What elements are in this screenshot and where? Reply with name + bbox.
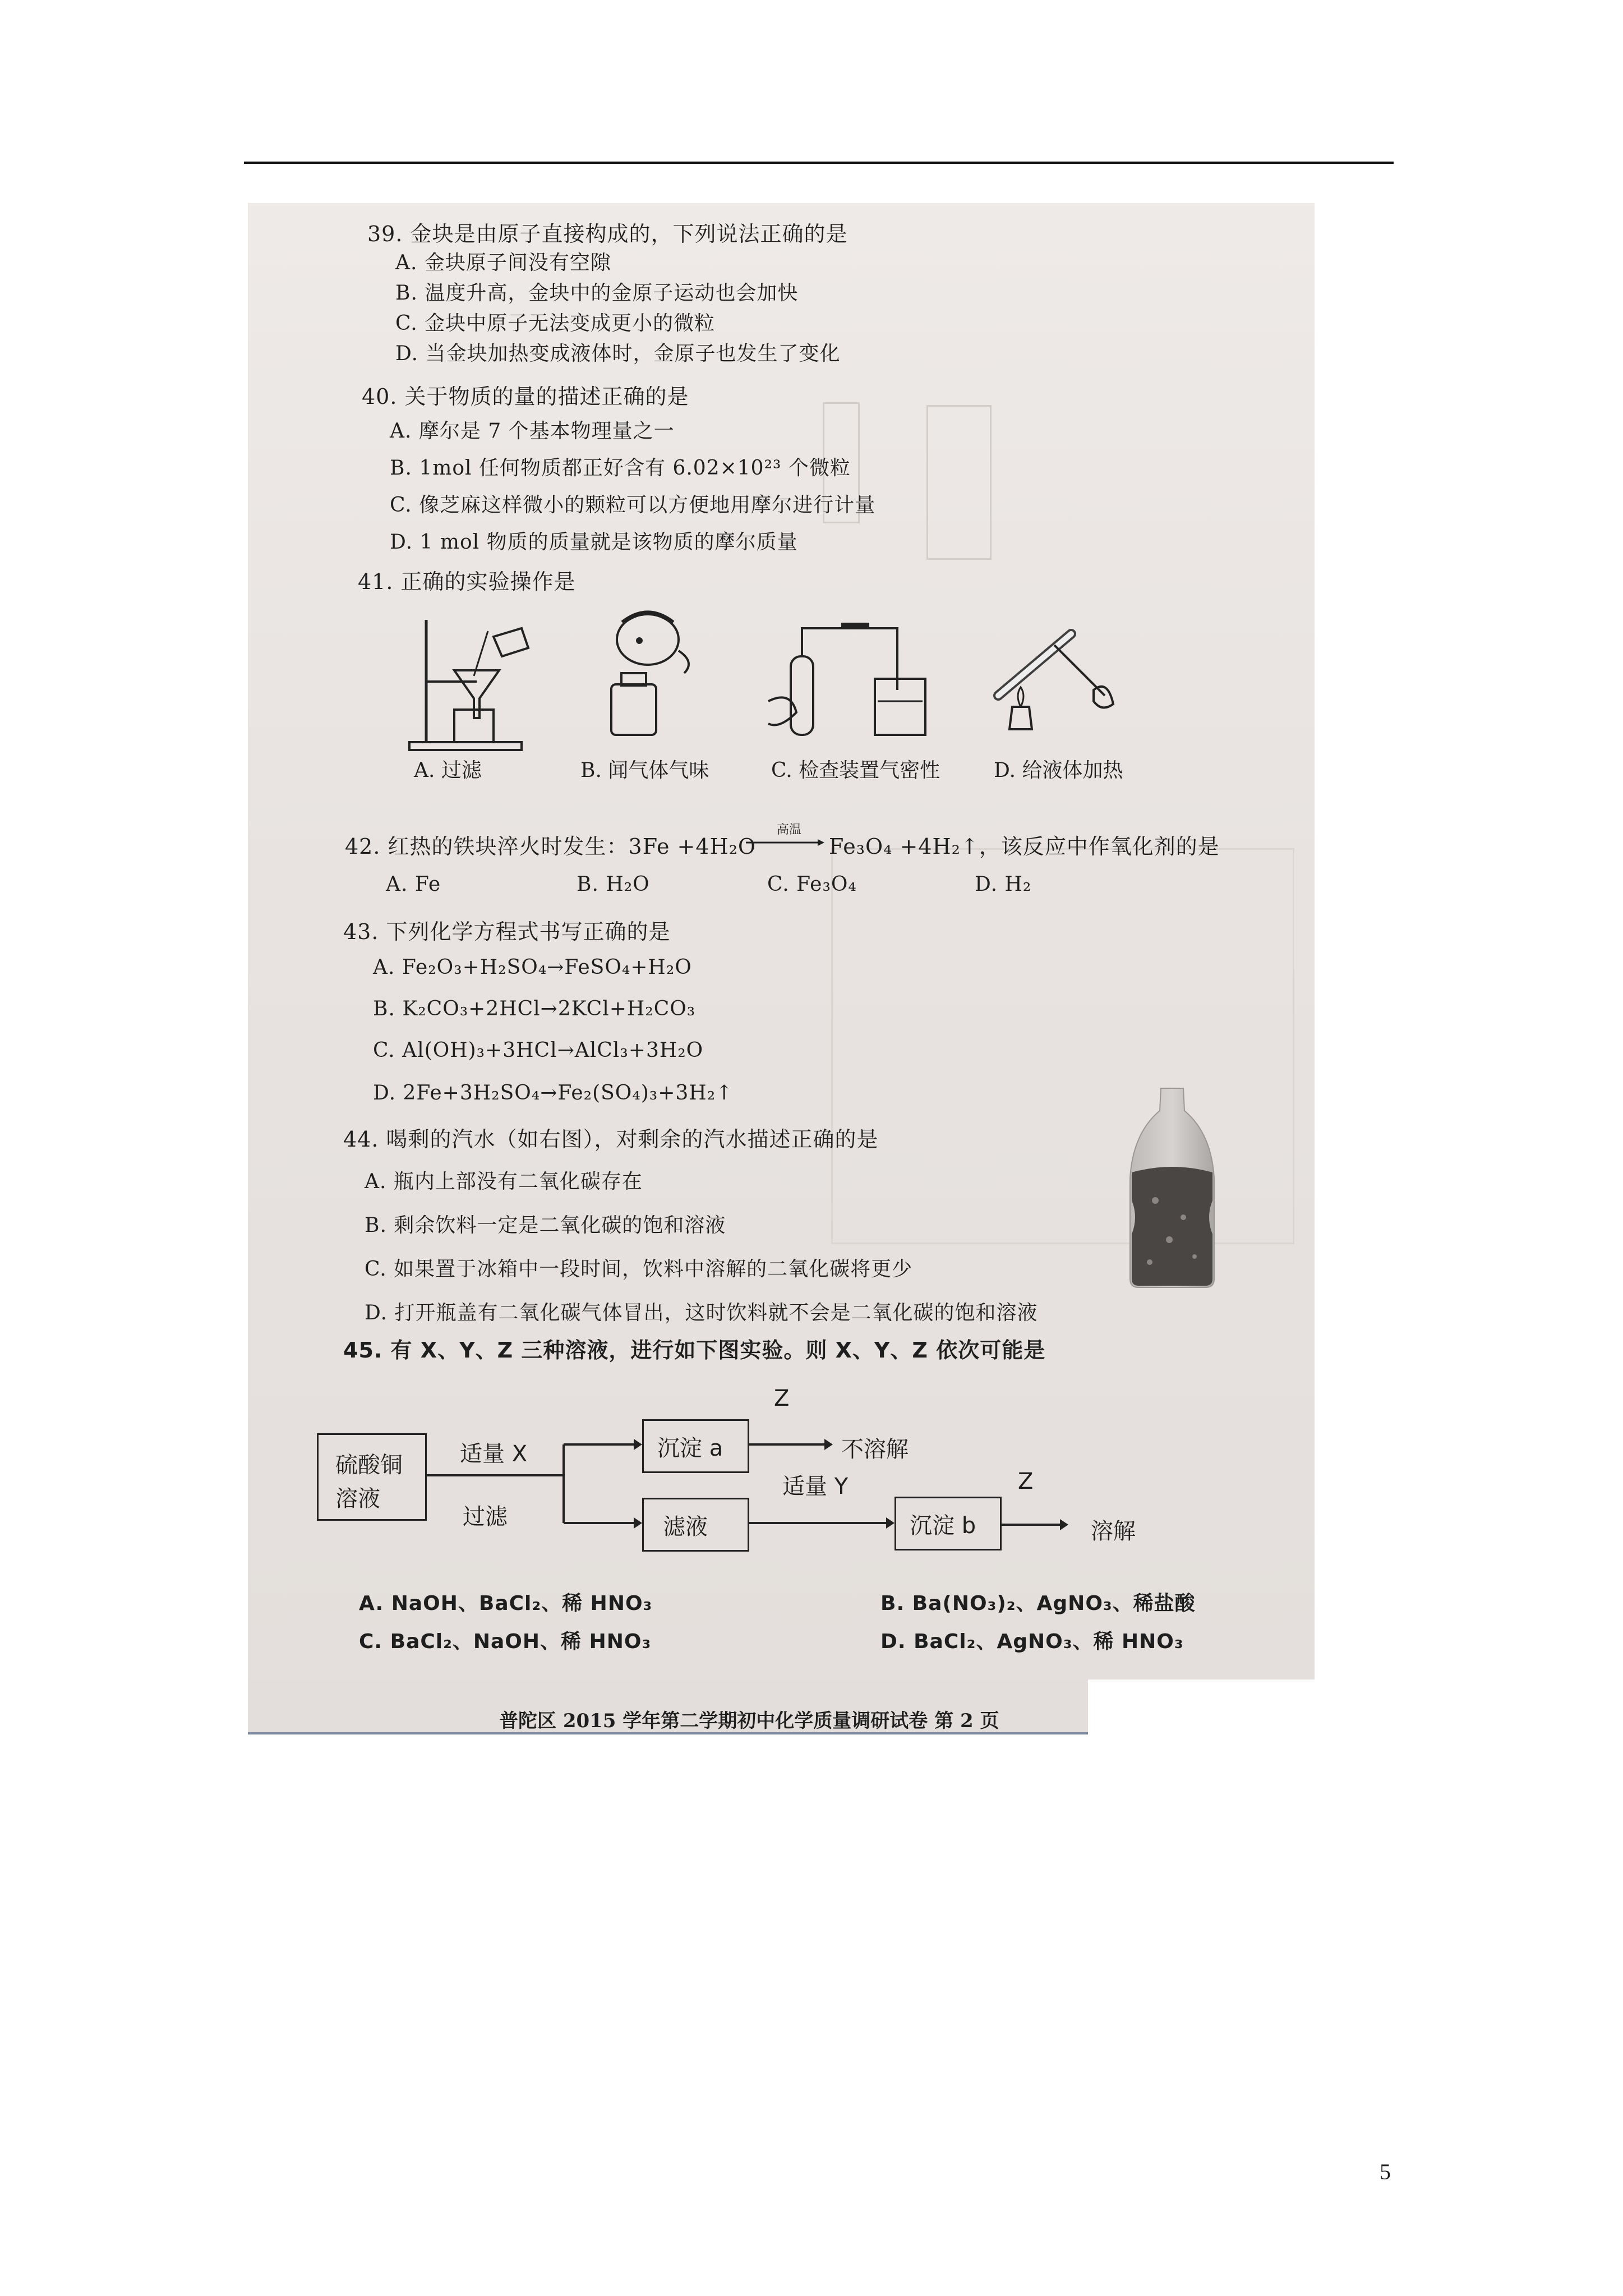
q44-option-b: B. 剩余饮料一定是二氧化碳的饱和溶液 <box>365 1214 726 1237</box>
q42-stem-left: 42. 红热的铁块淬火时发生：3Fe +4H₂O <box>345 834 757 859</box>
q45-option-d: D. BaCl₂、AgNO₃、稀 HNO₃ <box>880 1630 1184 1653</box>
q40-option-d: D. 1 mol 物质的质量就是该物质的摩尔质量 <box>390 531 798 554</box>
q41-label-b: B. 闻气体气味 <box>580 759 709 782</box>
page-number: 5 <box>1380 2159 1391 2184</box>
add-y-label: 适量 Y <box>782 1474 849 1499</box>
q44-option-c: C. 如果置于冰箱中一段时间，饮料中溶解的二氧化碳将更少 <box>365 1258 913 1281</box>
q43-option-b: B. K₂CO₃+2HCl→2KCl+H₂CO₃ <box>373 997 696 1020</box>
q40-option-b: B. 1mol 任何物质都正好含有 6.02×10²³ 个微粒 <box>390 457 851 480</box>
q39-option-a: A. 金块原子间没有空隙 <box>395 251 611 274</box>
q40-option-c: C. 像芝麻这样微小的颗粒可以方便地用摩尔进行计量 <box>390 494 876 517</box>
q44-option-d: D. 打开瓶盖有二氧化碳气体冒出，这时饮料就不会是二氧化碳的饱和溶液 <box>365 1301 1038 1324</box>
q44-stem: 44. 喝剩的汽水（如右图），对剩余的汽水描述正确的是 <box>343 1127 879 1152</box>
q39-option-d: D. 当金块加热变成液体时，金原子也发生了变化 <box>395 342 841 365</box>
q43-option-d: D. 2Fe+3H₂SO₄→Fe₂(SO₄)₃+3H₂↑ <box>373 1082 734 1105</box>
q41-stem: 41. 正确的实验操作是 <box>358 569 576 594</box>
q43-option-c: C. Al(OH)₃+3HCl→AlCl₃+3H₂O <box>373 1039 704 1062</box>
filtrate-label: 滤液 <box>663 1514 708 1540</box>
q45-option-b: B. Ba(NO₃)₂、AgNO₃、稀盐酸 <box>880 1592 1196 1615</box>
q42-option-a: A. Fe <box>386 873 441 896</box>
q42-stem-right: Fe₃O₄ +4H₂↑，该反应中作氧化剂的是 <box>829 834 1220 859</box>
q44-option-a: A. 瓶内上部没有二氧化碳存在 <box>365 1170 643 1193</box>
exam-footer: 普陀区 2015 学年第二学期初中化学质量调研试卷 第 2 页 <box>499 1710 999 1732</box>
q41-label-c: C. 检查装置气密性 <box>771 759 940 782</box>
q45-option-c: C. BaCl₂、NaOH、稀 HNO₃ <box>359 1630 652 1653</box>
reagent-z-top: Z <box>774 1386 790 1411</box>
q40-stem: 40. 关于物质的量的描述正确的是 <box>362 384 689 409</box>
insoluble-label: 不溶解 <box>841 1437 909 1462</box>
q45-option-a: A. NaOH、BaCl₂、稀 HNO₃ <box>359 1592 653 1615</box>
dissolves-label: 溶解 <box>1091 1519 1136 1544</box>
q41-label-a: A. 过滤 <box>414 759 482 782</box>
q43-stem: 43. 下列化学方程式书写正确的是 <box>343 919 671 944</box>
q42-option-c: C. Fe₃O₄ <box>767 873 857 896</box>
q42-arrow-condition: 高温 <box>777 823 802 837</box>
q39-option-c: C. 金块中原子无法变成更小的微粒 <box>395 312 716 335</box>
start-solution-line2: 溶液 <box>335 1486 380 1512</box>
q39-option-b: B. 温度升高，金块中的金原子运动也会加快 <box>395 282 799 305</box>
add-x-label: 适量 X <box>460 1441 528 1467</box>
filter-label: 过滤 <box>463 1504 508 1530</box>
q41-label-d: D. 给液体加热 <box>994 759 1123 782</box>
q42-option-b: B. H₂O <box>577 873 650 896</box>
q40-option-a: A. 摩尔是 7 个基本物理量之一 <box>390 420 675 443</box>
q43-option-a: A. Fe₂O₃+H₂SO₄→FeSO₄+H₂O <box>373 956 692 979</box>
q42-option-d: D. H₂ <box>975 873 1032 896</box>
q39-stem: 39. 金块是由原子直接构成的，下列说法正确的是 <box>367 222 848 246</box>
precipitate-b-label: 沉淀 b <box>910 1513 976 1539</box>
precipitate-a-label: 沉淀 a <box>657 1435 723 1461</box>
start-solution-line1: 硫酸铜 <box>335 1452 403 1478</box>
q45-stem: 45. 有 X、Y、Z 三种溶液，进行如下图实验。则 X、Y、Z 依次可能是 <box>343 1338 1046 1363</box>
reagent-z-bottom: Z <box>1018 1469 1034 1494</box>
